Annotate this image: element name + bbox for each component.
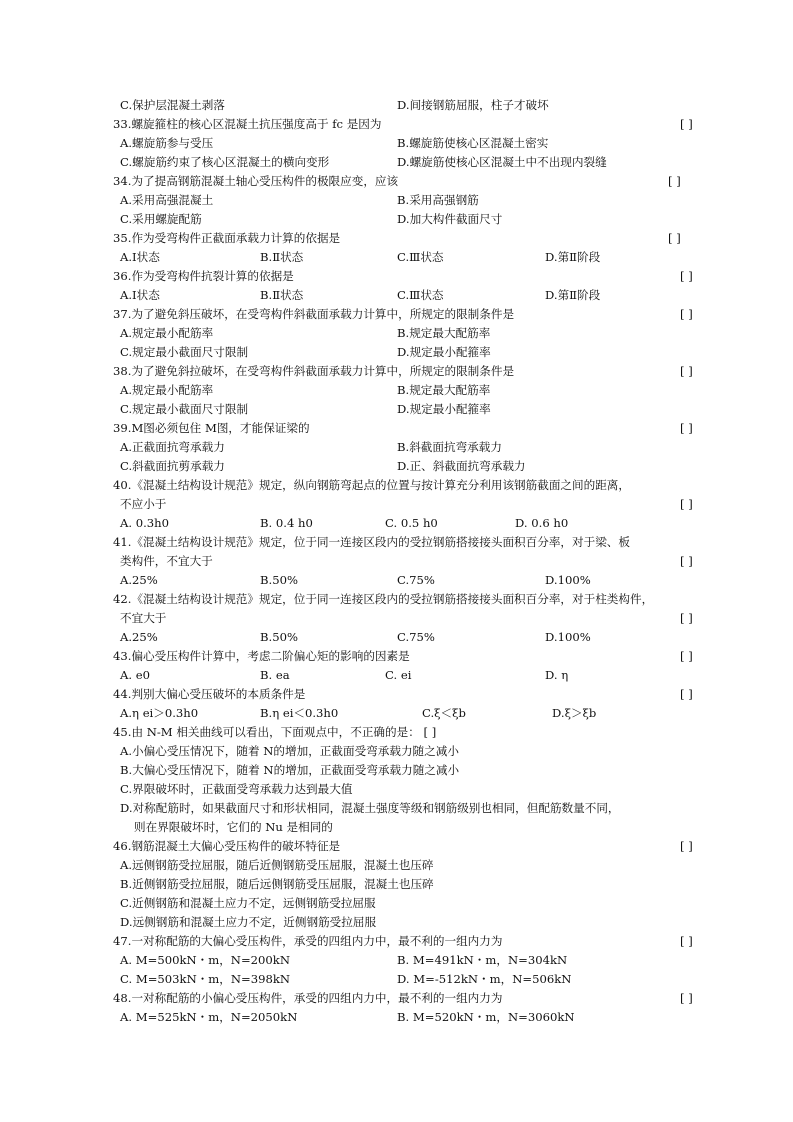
option-c: C.采用螺旋配筋 bbox=[120, 212, 202, 226]
option-a: A.采用高强混凝土 bbox=[120, 193, 214, 207]
option-a: A. e0 bbox=[120, 668, 150, 682]
option-line bbox=[0, 628, 793, 646]
option-c: C.规定最小截面尺寸限制 bbox=[120, 345, 249, 359]
option-line bbox=[0, 875, 793, 893]
option-c: C.Ⅲ状态 bbox=[397, 288, 444, 302]
answer-bracket: [ ] bbox=[668, 174, 681, 188]
option-a: A.规定最小配筋率 bbox=[120, 326, 214, 340]
option-d: D.规定最小配箍率 bbox=[397, 345, 491, 359]
question-text: 33.螺旋箍柱的核心区混凝土抗压强度高于 fc 是因为 bbox=[113, 117, 382, 131]
option-c: C.斜截面抗剪承载力 bbox=[120, 459, 225, 473]
option-line bbox=[0, 191, 793, 209]
option-line bbox=[0, 381, 793, 399]
option-c: C.螺旋筋约束了核心区混凝土的横向变形 bbox=[120, 155, 330, 169]
option-a: A. M=525kN・m，N=2050kN bbox=[120, 1010, 298, 1024]
option-a: A.Ⅰ状态 bbox=[120, 250, 160, 264]
option-c: C.规定最小截面尺寸限制 bbox=[120, 402, 249, 416]
option-line bbox=[0, 324, 793, 342]
option-line bbox=[0, 799, 793, 817]
question-39 bbox=[0, 419, 793, 437]
question-text: 36.作为受弯构件抗裂计算的依据是 bbox=[113, 269, 294, 283]
option-line bbox=[0, 343, 793, 361]
option-d: D.100% bbox=[545, 630, 591, 644]
question-35 bbox=[0, 229, 793, 247]
option-b: B.采用高强钢筋 bbox=[397, 193, 479, 207]
question-40 bbox=[0, 476, 793, 494]
option-a: A.小偏心受压情况下，随着 N的增加，正截面受弯承载力随之减小 bbox=[120, 744, 459, 758]
option-line bbox=[0, 913, 793, 931]
question-46 bbox=[0, 837, 793, 855]
option-b: B.大偏心受压情况下，随着 N的增加，正截面受弯承载力随之减小 bbox=[120, 763, 460, 777]
option-line bbox=[0, 457, 793, 475]
option-b: B.50% bbox=[260, 573, 298, 587]
option-line bbox=[0, 400, 793, 418]
option-b: B.η ei＜0.3h0 bbox=[260, 706, 339, 720]
question-text-cont: 类构件，不宜大于 bbox=[120, 554, 213, 568]
option-a: A.25% bbox=[120, 573, 158, 587]
question-text: 43.偏心受压构件计算中，考虑二阶偏心矩的影响的因素是 bbox=[113, 649, 410, 663]
option-line bbox=[0, 514, 793, 532]
question-text: 46.钢筋混凝土大偏心受压构件的破坏特征是 bbox=[113, 839, 341, 853]
answer-bracket: [ ] bbox=[680, 307, 693, 321]
option-c: C.75% bbox=[397, 573, 435, 587]
option-d: D.正、斜截面抗弯承载力 bbox=[397, 459, 526, 473]
answer-bracket: [ ] bbox=[680, 364, 693, 378]
option-d: D. M=-512kN・m，N=506kN bbox=[397, 972, 572, 986]
option-b: B.近侧钢筋受拉屈服，随后远侧钢筋受压屈服，混凝土也压碎 bbox=[120, 877, 434, 891]
option-d: D.100% bbox=[545, 573, 591, 587]
option-c: C.ξ＜ξb bbox=[422, 706, 466, 720]
option-d: D.ξ＞ξb bbox=[552, 706, 597, 720]
option-line bbox=[0, 1008, 793, 1026]
option-line bbox=[0, 134, 793, 152]
option-c: C.75% bbox=[397, 630, 435, 644]
question-continuation bbox=[0, 552, 793, 570]
question-34 bbox=[0, 172, 793, 190]
question-41 bbox=[0, 533, 793, 551]
option-line bbox=[0, 742, 793, 760]
answer-bracket: [ ] bbox=[680, 269, 693, 283]
option-line bbox=[0, 970, 793, 988]
option-d: D.对称配筋时，如果截面尺寸和形状相同，混凝土强度等级和钢筋级别也相同，但配筋数量不同， bbox=[120, 801, 620, 815]
question-text: 41.《混凝土结构设计规范》规定，位于同一连接区段内的受拉钢筋搭接接头面积百分率，对于梁、板 bbox=[113, 535, 630, 549]
option-d: D. η bbox=[545, 668, 569, 682]
question-44 bbox=[0, 685, 793, 703]
option-b: B.螺旋筋使核心区混凝土密实 bbox=[397, 136, 549, 150]
option-b: B. 0.4 h0 bbox=[260, 516, 313, 530]
option-d: D. 0.6 h0 bbox=[515, 516, 569, 530]
question-text: 47.一对称配筋的大偏心受压构件，承受的四组内力中，最不利的一组内力为 bbox=[113, 934, 503, 948]
answer-bracket: [ ] bbox=[680, 611, 693, 625]
option-line bbox=[0, 438, 793, 456]
option-b: B.斜截面抗弯承载力 bbox=[397, 440, 502, 454]
question-33 bbox=[0, 115, 793, 133]
option-line bbox=[0, 780, 793, 798]
answer-bracket: [ ] bbox=[680, 649, 693, 663]
option-line bbox=[0, 210, 793, 228]
option-b: B.规定最大配筋率 bbox=[397, 326, 491, 340]
option-line bbox=[0, 153, 793, 171]
question-continuation bbox=[0, 495, 793, 513]
option-line bbox=[0, 571, 793, 589]
option-b: B.50% bbox=[260, 630, 298, 644]
option-d: D.螺旋筋使核心区混凝土中不出现内裂缝 bbox=[397, 155, 607, 169]
answer-bracket: [ ] bbox=[680, 554, 693, 568]
option-d: D.第Ⅱ阶段 bbox=[545, 288, 601, 302]
option-c: C. M=503kN・m，N=398kN bbox=[120, 972, 291, 986]
question-47 bbox=[0, 932, 793, 950]
answer-bracket: [ ] bbox=[680, 421, 693, 435]
option-b: B. M=491kN・m，N=304kN bbox=[397, 953, 568, 967]
answer-bracket: [ ] bbox=[680, 117, 693, 131]
option-b: B.Ⅱ状态 bbox=[260, 250, 304, 264]
option-d: D.规定最小配箍率 bbox=[397, 402, 491, 416]
option-a: A.η ei＞0.3h0 bbox=[120, 706, 199, 720]
option-b: B.规定最大配筋率 bbox=[397, 383, 491, 397]
question-43 bbox=[0, 647, 793, 665]
option-d: D.第Ⅱ阶段 bbox=[545, 250, 601, 264]
option-line bbox=[0, 761, 793, 779]
option-c: C. ei bbox=[385, 668, 412, 682]
option-b: B. ea bbox=[260, 668, 290, 682]
question-text: 38.为了避免斜拉破坏，在受弯构件斜截面承载力计算中，所规定的限制条件是 bbox=[113, 364, 515, 378]
option-a: A.Ⅰ状态 bbox=[120, 288, 160, 302]
question-text-cont: 不应小于 bbox=[120, 497, 167, 511]
question-text: 35.作为受弯构件正截面承载力计算的依据是 bbox=[113, 231, 341, 245]
option-a: A.25% bbox=[120, 630, 158, 644]
option-a: A.螺旋筋参与受压 bbox=[120, 136, 214, 150]
question-text: 45.由 N-M 相关曲线可以看出，下面观点中，不正确的是： [ ] bbox=[113, 725, 437, 739]
option-d: D.加大构件截面尺寸 bbox=[397, 212, 503, 226]
question-37 bbox=[0, 305, 793, 323]
question-text: 40.《混凝土结构设计规范》规定，纵向钢筋弯起点的位置与按计算充分利用该钢筋截面之间的距离， bbox=[113, 478, 630, 492]
question-text: 48.一对称配筋的小偏心受压构件，承受的四组内力中，最不利的一组内力为 bbox=[113, 991, 503, 1005]
option-line bbox=[0, 666, 793, 684]
question-text: 34.为了提高钢筋混凝土轴心受压构件的极限应变，应该 bbox=[113, 174, 399, 188]
answer-bracket: [ ] bbox=[680, 839, 693, 853]
question-text: 39.M图必须包住 M图，才能保证梁的 bbox=[113, 421, 310, 435]
question-42 bbox=[0, 590, 793, 608]
option-d: D.远侧钢筋和混凝土应力不定，近侧钢筋受拉屈服 bbox=[120, 915, 377, 929]
option-c: C.近侧钢筋和混凝土应力不定，远侧钢筋受拉屈服 bbox=[120, 896, 376, 910]
option-a: A.正截面抗弯承载力 bbox=[120, 440, 225, 454]
question-text: 37.为了避免斜压破坏，在受弯构件斜截面承载力计算中，所规定的限制条件是 bbox=[113, 307, 515, 321]
question-36 bbox=[0, 267, 793, 285]
option-line bbox=[0, 286, 793, 304]
answer-bracket: [ ] bbox=[668, 231, 681, 245]
option-c: C.Ⅲ状态 bbox=[397, 250, 444, 264]
option-line bbox=[0, 856, 793, 874]
option-a: A.规定最小配筋率 bbox=[120, 383, 214, 397]
question-text-cont: 不宜大于 bbox=[120, 611, 167, 625]
option-line bbox=[0, 96, 793, 114]
answer-bracket: [ ] bbox=[680, 687, 693, 701]
option-line bbox=[0, 951, 793, 969]
option-a: A.远侧钢筋受拉屈服，随后近侧钢筋受压屈服，混凝土也压碎 bbox=[120, 858, 434, 872]
question-45 bbox=[0, 723, 793, 741]
option-b: B.Ⅱ状态 bbox=[260, 288, 304, 302]
option-c: C. 0.5 h0 bbox=[385, 516, 438, 530]
option-d: D.间接钢筋屈服，柱子才破坏 bbox=[397, 98, 549, 112]
option-line bbox=[0, 704, 793, 722]
option-c: C.界限破坏时，正截面受弯承载力达到最大值 bbox=[120, 782, 353, 796]
option-line bbox=[0, 248, 793, 266]
question-continuation bbox=[0, 609, 793, 627]
option-line bbox=[0, 894, 793, 912]
question-text: 44.判别大偏心受压破坏的本质条件是 bbox=[113, 687, 306, 701]
question-text: 42.《混凝土结构设计规范》规定，位于同一连接区段内的受拉钢筋搭接接头面积百分率，对于柱类构件， bbox=[113, 592, 654, 606]
question-38 bbox=[0, 362, 793, 380]
option-c: C.保护层混凝土剥落 bbox=[120, 98, 225, 112]
option-d-cont: 则在界限破坏时，它们的 Nu 是相同的 bbox=[134, 820, 333, 834]
answer-bracket: [ ] bbox=[680, 991, 693, 1005]
option-a: A. M=500kN・m，N=200kN bbox=[120, 953, 290, 967]
answer-bracket: [ ] bbox=[680, 934, 693, 948]
answer-bracket: [ ] bbox=[680, 497, 693, 511]
option-a: A. 0.3h0 bbox=[120, 516, 170, 530]
option-continuation bbox=[0, 818, 793, 836]
question-48 bbox=[0, 989, 793, 1007]
option-b: B. M=520kN・m，N=3060kN bbox=[397, 1010, 575, 1024]
